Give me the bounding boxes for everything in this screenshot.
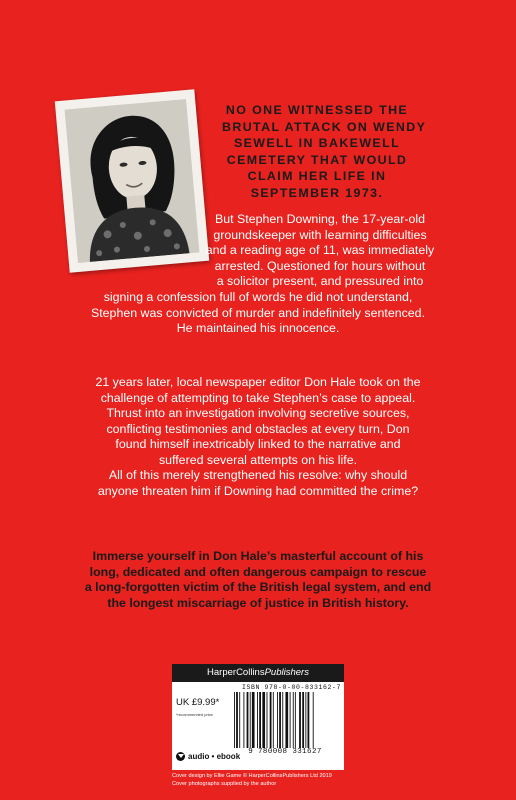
lead-line: SEWELL IN BAKEWELL: [233, 136, 401, 150]
barcode-bar: [236, 692, 238, 748]
paragraph-line: challenge of attempting to take Stephen’s case to appeal.: [100, 390, 416, 405]
barcode-bar: [308, 692, 310, 748]
publisher-name: HarperCollins: [207, 667, 265, 678]
closing-line: a long-forgotten victim of the British legal system, and end: [84, 580, 432, 595]
closing-line: Immerse yourself in Don Hale’s masterful account of his: [92, 549, 424, 563]
lead-line: NO ONE WITNESSED THE: [225, 103, 409, 117]
paragraph-line: Stephen was convicted of murder and indefinitely sentenced.: [90, 305, 426, 320]
audio-icon: [176, 752, 185, 761]
paragraph-line: Thrust into an investigation involving secretive sources,: [106, 406, 410, 421]
barcode-panel: [172, 664, 344, 770]
barcode-bar: [239, 692, 240, 748]
paragraph-line: anyone threaten him if Downing had committed the crime?: [97, 483, 419, 498]
barcode-bar: [247, 692, 249, 748]
barcode-bar: [290, 692, 291, 748]
paragraph-line: groundskeeper with learning difficulties: [213, 227, 427, 242]
price-note: *recommended price: [176, 712, 213, 717]
paragraph-line: He maintained his innocence.: [176, 321, 340, 336]
publisher-suffix: Publishers: [264, 667, 309, 678]
lead-line: BRUTAL ATTACK ON WENDY: [222, 119, 427, 134]
lead-line: SEPTEMBER 1973.: [250, 185, 384, 200]
barcode-bar: [279, 692, 281, 748]
paragraph-line: But Stephen Downing, the 17-year-old: [214, 212, 426, 226]
paragraph-2: [58, 375, 458, 469]
barcode-bar: [262, 692, 265, 748]
barcode-bar: [285, 692, 288, 748]
barcode-bar: [277, 692, 278, 748]
paragraph-line: All of this merely strengthened his resolve: why should: [108, 468, 408, 482]
barcode-bar: [257, 692, 258, 748]
paragraph-1: [58, 212, 458, 337]
lead-line: CLAIM HER LIFE IN: [247, 169, 387, 183]
price-label: UK £9.99*: [176, 697, 220, 708]
paragraph-line: arrested. Questioned for hours without: [214, 258, 426, 273]
barcode-image: [232, 692, 338, 748]
barcode-bar: [295, 692, 296, 748]
isbn-text: ISBN 978-0-00-833162-7: [242, 684, 342, 691]
barcode-bar: [243, 692, 244, 748]
barcode-bar: [273, 692, 274, 748]
closing-line: the longest miscarriage of justice in British history.: [107, 595, 409, 610]
barcode-bar: [252, 692, 255, 748]
barcode-bar: [299, 692, 301, 748]
credit-photos: Cover photographs supplied by the author: [172, 781, 277, 787]
barcode-bar: [267, 692, 268, 748]
barcode-bar: [305, 692, 306, 748]
lead-line: CEMETERY THAT WOULD: [226, 152, 408, 167]
barcode-bar: [282, 692, 283, 748]
barcode-bar: [259, 692, 261, 748]
ean-number: 9 780008 331627: [248, 748, 322, 756]
lead-heading: [222, 102, 427, 201]
barcode-bar: [270, 692, 272, 748]
barcode-bar: [302, 692, 304, 748]
audio-ebook-label: audio • ebook: [188, 752, 241, 761]
credit-design: Cover design by Ellie Game © HarperCollinsPublishers Ltd 2019: [172, 773, 332, 779]
paragraph-line: 21 years later, local newspaper editor Don Hale took on the: [95, 375, 421, 389]
barcode-bar: [250, 692, 251, 748]
paragraph-line: found himself inextricably linked to the narrative and: [115, 437, 401, 452]
closing-line: long, dedicated and often dangerous campaign to rescue: [89, 564, 427, 579]
paragraph-line: signing a confession full of words he did not understand,: [103, 289, 413, 304]
barcode-bar: [234, 692, 235, 748]
paragraph-line: conflicting testimonies and obstacles at every turn, Don: [106, 421, 410, 436]
closing-blurb: [50, 549, 466, 611]
paragraph-3: [58, 468, 458, 499]
publisher-logo: [172, 664, 344, 682]
paragraph-line: a solicitor present, and pressured into: [216, 274, 424, 289]
cover-credits: [172, 772, 372, 788]
paragraph-line: and a reading age of 11, was immediately: [205, 243, 435, 258]
barcode-bar: [293, 692, 294, 748]
paragraph-line: suffered several attempts on his life.: [158, 452, 358, 467]
barcode-bar: [313, 692, 314, 748]
audio-ebook-badge: [176, 752, 240, 761]
